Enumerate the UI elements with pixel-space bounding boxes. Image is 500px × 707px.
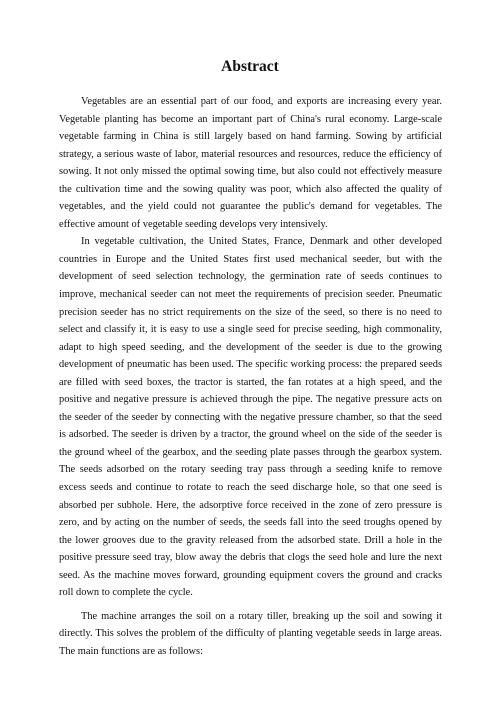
page-title: Abstract [221,58,279,75]
abstract-body [59,93,442,661]
abstract-paragraph-1: Vegetables are an essential part of our food, and exports are increasing every year. Vegetable planting has become an important part of China's rural economy. Large-scale vegetable farming in China is still largely based on hand farming. Sowing by artificial strategy, a serious waste of labor, material resources and resources, reduce the efficiency of sowing. It not only missed the optimal sowing time, but also could not effectively measure the cultivation time and the sowing quality was poor, which also affected the quality of vegetables, and the yield could not guarantee the public's demand for vegetables. The effective amount of vegetable seeding develops very intensively. [59,96,442,230]
abstract-paragraph-2: In vegetable cultivation, the United States, France, Denmark and other developed countries in Europe and the United States first used mechanical seeder, but with the development of seed selection technology, the germination rate of seeds continues to improve, mechanical seeder can not meet the requirements of precision seeder. Pneumatic precision seeder has no strict requirements on the size of the seed, so there is no need to select and classify it, it is easy to use a single seed for precise seeding, high commonality, adapt to high speed seeding, and the development of the seeder is due to the growing development of pneumatic has been used. The specific working process: the prepared seeds are filled with seed boxes, the tractor is started, the fan rotates at a high speed, and the positive and negative pressure is achieved through the pipe. The negative pressure acts on the seeder of the seeder by connecting with the negative pressure chamber, so that the seed is adsorbed. The seeder is driven by a tractor, the ground wheel on the side of the seeder is the ground wheel of the gearbox, and the seeding plate passes through the gearbox system. The seeds adsorbed on the rotary seeding tray pass through a seeding knife to remove excess seeds and continue to rotate to reach the seed discharge hole, so that one seed is absorbed per subhole. Here, the adsorptive force received in the zone of zero pressure is zero, and by acting on the number of seeds, the seeds fall into the seed troughs opened by the lower grooves due to the gravity released from the adsorbed state. Drill a hole in the positive pressure seed tray, blow away the debris that clogs the seed hole and lure the next seed. As the machine moves forward, grounding equipment covers the ground and cracks roll down to complete the cycle. [59,236,442,599]
abstract-paragraph-3: The machine arranges the soil on a rotary tiller, breaking up the soil and sowing it directly. This solves the problem of the difficulty of planting vegetable seeds in large areas. The main functions are as follows: [59,610,442,657]
